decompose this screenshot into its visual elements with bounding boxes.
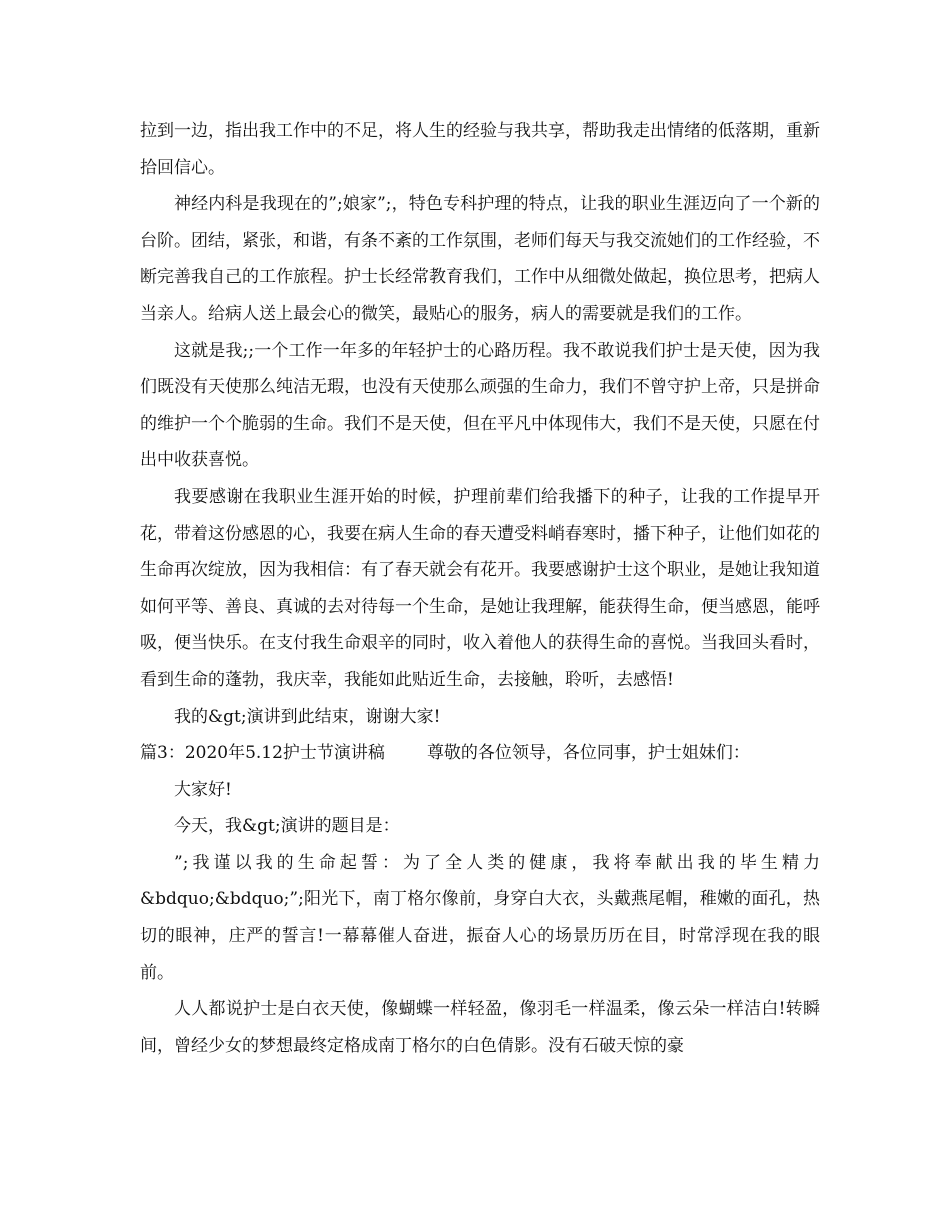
paragraph-gratitude: 我要感谢在我职业生涯开始的时候，护理前辈们给我播下的种子，让我的工作提早开花，带着这份感恩的心，我要在病人生命的春天遭受料峭春寒时，播下种子，让他们如花的生命再次绽放，因为我相信：有了春天就会有花开。我要感谢护士这个职业，是她让我知道如何平等、善良、真诚的去对待每一个生命，是她让我理解，能获得生命，便当感恩，能呼吸，便当快乐。在支付我生命艰辛的同时，收入着他人的获得生命的喜悦。当我回头看时，看到生命的蓬勃，我庆幸，我能如此贴近生命，去接触，聆听，去感悟! <box>140 486 820 690</box>
paragraph-young-nurse: 这就是我;;一个工作一年多的年轻护士的心路历程。我不敢说我们护士是天使，因为我们既没有天使那么纯洁无瑕，也没有天使那么顽强的生命力，我们不曾守护上帝，只是拼命的维护一个个脆弱的生命。我们不是天使，但在平凡中体现伟大，我们不是天使，只愿在付出中收获喜悦。 <box>140 340 820 471</box>
section-heading-line <box>140 735 820 772</box>
document-body <box>140 113 820 1064</box>
paragraph-topic: 今天，我&gt;演讲的题目是： <box>174 816 400 837</box>
paragraph-closing: 我的&gt;演讲到此结束，谢谢大家! <box>174 706 441 727</box>
section-heading: 篇3：2020年5.12护士节演讲稿 <box>140 743 385 764</box>
section-salutation: 尊敬的各位领导，各位同事，护士姐妹们： <box>426 743 750 764</box>
paragraph-oath: ”;我谨以我的生命起誓：为了全人类的健康，我将奉献出我的毕生精力&bdquo;&bdquo;”;阳光下，南丁格尔像前，身穿白大衣，头戴燕尾帽，稚嫩的面孔，热切的眼神，庄严的誓言!一幕幕催人奋进，振奋人心的场景历历在目，时常浮现在我的眼前。 <box>140 852 820 983</box>
paragraph-neurology: 神经内科是我现在的”;娘家”;，特色专科护理的特点，让我的职业生涯迈向了一个新的台阶。团结，紧张，和谐，有条不紊的工作氛围，老师们每天与我交流她们的工作经验，不断完善我自己的工作旅程。护士长经常教育我们，工作中从细微处做起，换位思考，把病人当亲人。给病人送上最会心的微笑，最贴心的服务，病人的需要就是我们的工作。 <box>140 194 820 324</box>
paragraph-continued: 拉到一边，指出我工作中的不足，将人生的经验与我共享，帮助我走出情绪的低落期，重新拾回信心。 <box>140 121 820 178</box>
paragraph-greeting: 大家好! <box>174 779 232 800</box>
paragraph-white-angel: 人人都说护士是白衣天使，像蝴蝶一样轻盈，像羽毛一样温柔，像云朵一样洁白!转瞬间，曾经少女的梦想最终定格成南丁格尔的白色倩影。没有石破天惊的豪 <box>140 999 820 1056</box>
